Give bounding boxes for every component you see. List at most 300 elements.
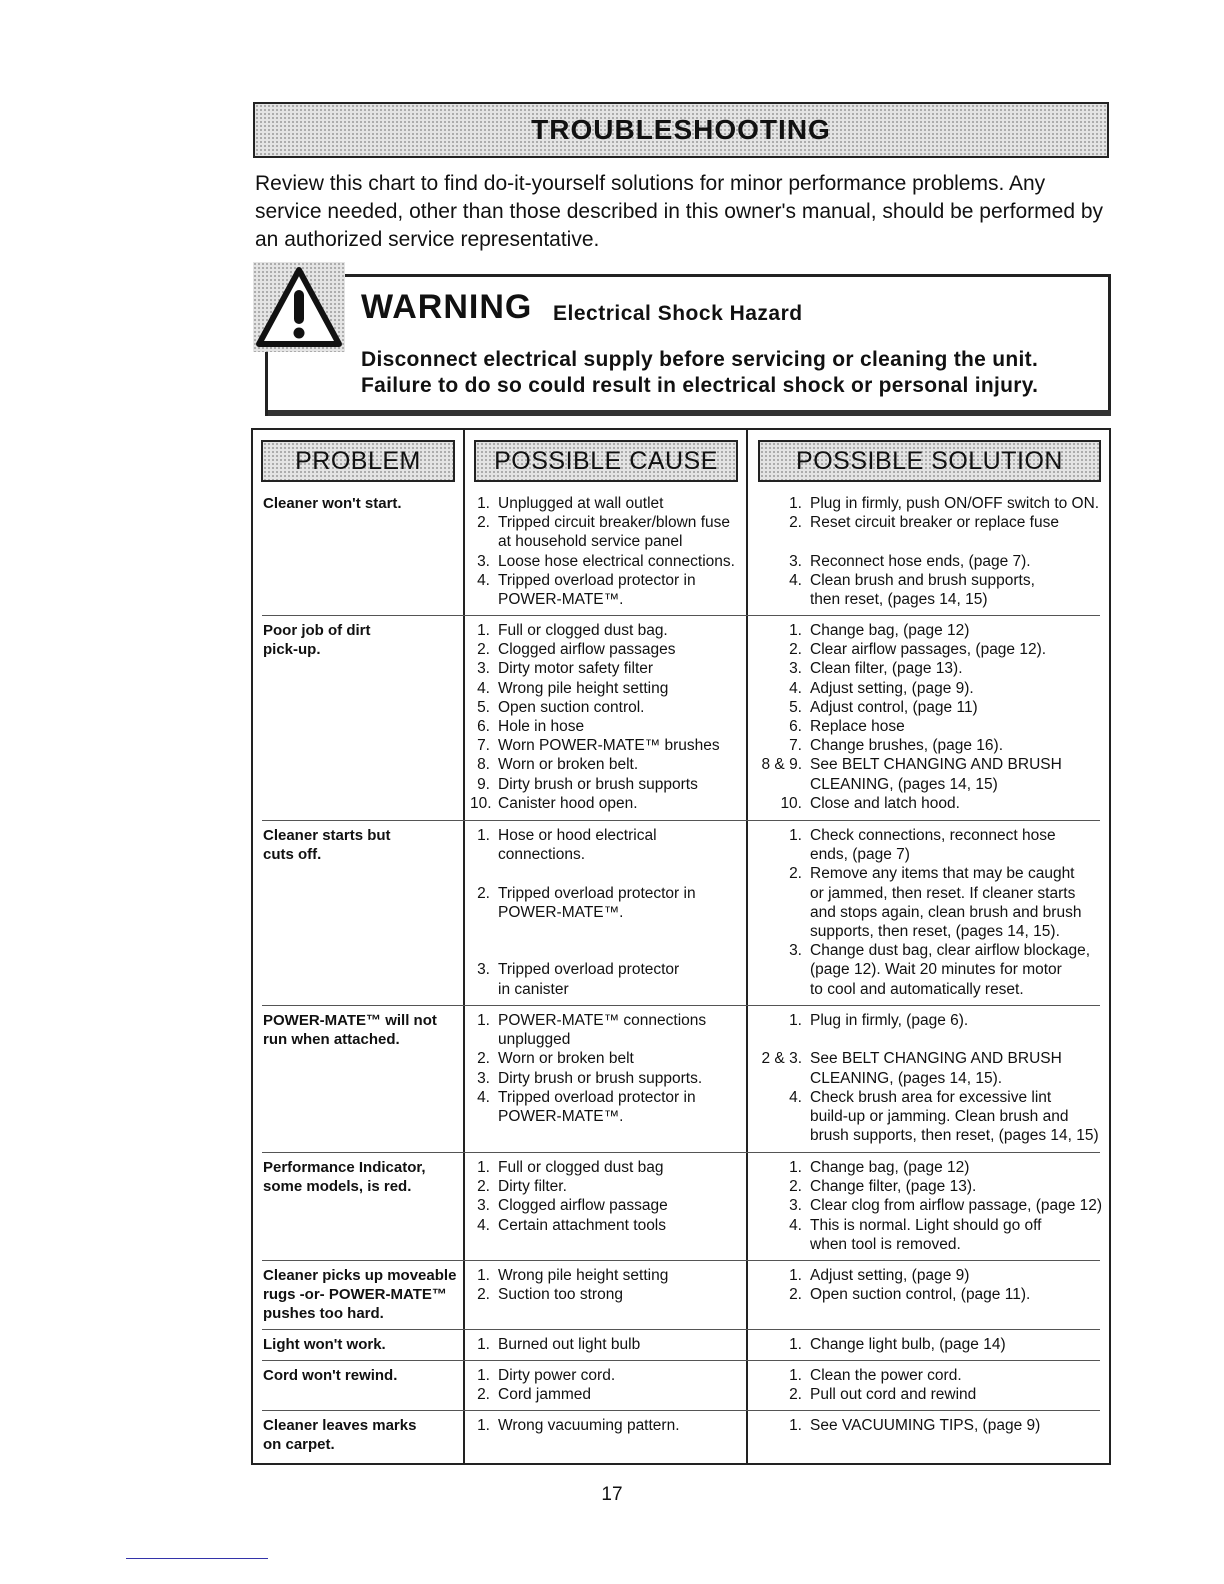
list-item [758, 1011, 1103, 1030]
item-text: Clean the power cord. [810, 1367, 962, 1384]
problem-cell [263, 494, 463, 513]
item-number: 1. [477, 1336, 490, 1353]
row-separator [262, 1005, 1100, 1006]
list-item [470, 1266, 742, 1285]
item-text: Change brushes, (page 16). [810, 737, 1004, 755]
problem-cell [263, 621, 463, 659]
item-number [758, 1107, 802, 1126]
list-item [470, 698, 742, 717]
problem-text: run when attached. [263, 1031, 400, 1049]
list-item [758, 698, 1103, 717]
item-text: POWER-MATE™. [498, 903, 624, 921]
item-number [470, 1030, 490, 1049]
problem-text: rugs -or- POWER-MATE™ [263, 1286, 447, 1304]
warning-box [253, 262, 1111, 416]
list-item [470, 960, 742, 979]
list-item [758, 1285, 1103, 1304]
list-item [758, 903, 1103, 922]
row-separator [262, 1260, 1100, 1261]
item-text: then reset, (pages 14, 15) [810, 591, 988, 608]
warning-right-rule [1108, 274, 1111, 416]
solution-cell [758, 621, 1103, 813]
list-item [758, 755, 1103, 774]
cause-cell [470, 621, 742, 813]
item-text: Cord jammed [498, 1386, 592, 1404]
warning-top-rule [343, 274, 1111, 277]
item-number: 1. [477, 827, 490, 844]
item-number: 4. [477, 679, 490, 697]
item-text: Wrong pile height setting [498, 679, 669, 697]
list-item [470, 775, 742, 794]
item-number: 3. [789, 660, 802, 678]
item-text: Loose hose electrical connections. [498, 552, 735, 570]
list-item [758, 1235, 1103, 1254]
item-text: Wrong pile height setting [498, 1267, 669, 1284]
warning-left-rule [265, 352, 268, 416]
problem-text: Poor job of dirt [263, 622, 371, 639]
item-number: 7. [477, 737, 490, 755]
item-text: Full or clogged dust bag [498, 1159, 664, 1176]
item-text: See BELT CHANGING AND BRUSH [810, 756, 1062, 774]
item-number: 1. [477, 1267, 490, 1284]
problem-cell [263, 1335, 463, 1354]
item-number: 2. [789, 865, 802, 883]
list-item [758, 1126, 1103, 1145]
cause-cell [470, 494, 742, 609]
problem-cell [263, 1366, 463, 1385]
item-number [758, 903, 802, 922]
warning-subheading: Electrical Shock Hazard [553, 302, 803, 325]
list-item [470, 1366, 742, 1385]
item-text: Dirty brush or brush supports. [498, 1069, 703, 1087]
list-item [758, 1088, 1103, 1107]
blank-line [758, 532, 1103, 551]
item-text: Dirty filter. [498, 1178, 567, 1196]
item-number: 4. [477, 1088, 490, 1106]
list-item [470, 590, 742, 609]
item-text: at household service panel [498, 533, 683, 551]
item-number: 1. [477, 495, 490, 512]
item-number: 2. [789, 641, 802, 659]
list-item [758, 1335, 1103, 1354]
list-item [470, 1158, 742, 1177]
list-item [758, 552, 1103, 571]
item-text: Tripped overload protector in [498, 884, 696, 902]
item-text: Open suction control, (page 11). [810, 1286, 1031, 1304]
list-item [470, 659, 742, 678]
item-text: Wrong vacuuming pattern. [498, 1417, 680, 1434]
problem-text: pushes too hard. [263, 1305, 384, 1323]
list-item [758, 621, 1103, 640]
item-number: 1. [789, 1159, 802, 1176]
solution-cell [758, 1416, 1103, 1435]
item-number: 3. [477, 961, 490, 979]
page-title: TROUBLESHOOTING [531, 114, 831, 145]
warning-bottom-rule [265, 410, 1111, 416]
cause-cell [470, 1011, 742, 1126]
problem-text: cuts off. [263, 846, 322, 864]
item-text: Change bag, (page 12) [810, 1159, 970, 1176]
item-text: Hose or hood electrical connections. [498, 827, 657, 864]
list-item [470, 980, 742, 999]
list-item [470, 1216, 742, 1235]
problem-cell [263, 1011, 463, 1049]
item-text: in canister [498, 980, 569, 998]
item-number: 10. [780, 794, 802, 812]
item-text: Unplugged at wall outlet [498, 495, 664, 512]
item-text: Check connections, reconnect hose [810, 827, 1056, 844]
item-text: Check brush area for excessive lint [810, 1088, 1052, 1106]
cause-cell [470, 1266, 742, 1304]
cause-cell [470, 826, 742, 999]
problem-text: Cleaner starts but [263, 827, 391, 844]
item-number: 4. [789, 1088, 802, 1106]
item-number: 2. [789, 1178, 802, 1196]
problem-text: Cleaner leaves marks [263, 1417, 417, 1434]
column-divider-1 [463, 428, 465, 1465]
item-number [758, 922, 802, 941]
item-text: Clogged airflow passages [498, 641, 676, 659]
item-number [758, 845, 802, 864]
list-item [758, 1158, 1103, 1177]
item-number [758, 884, 802, 903]
intro-paragraph: Review this chart to find do-it-yourself solutions for minor performance problems. Any service needed, other than those described in this owner's manual, should be performed by an authorized service representative. [255, 172, 1104, 251]
item-text: Plug in firmly, (page 6). [810, 1012, 969, 1029]
row-separator [262, 615, 1100, 616]
item-number: 1. [477, 1159, 490, 1176]
cause-cell [470, 1416, 742, 1435]
problem-text: on carpet. [263, 1436, 335, 1454]
header-possible-solution: POSSIBLE SOLUTION [758, 440, 1101, 482]
list-item [470, 679, 742, 698]
list-item [470, 1335, 742, 1354]
problem-text: Cleaner picks up moveable [263, 1267, 457, 1284]
list-item [758, 845, 1103, 864]
item-number: 1. [789, 622, 802, 639]
list-item [758, 494, 1103, 513]
problem-cell [263, 1266, 463, 1324]
item-text: Change light bulb, (page 14) [810, 1336, 1006, 1353]
footer-rule [126, 1558, 268, 1559]
list-item [758, 980, 1103, 999]
problem-cell [263, 826, 463, 864]
list-item [470, 717, 742, 736]
blank-line [758, 1030, 1103, 1049]
item-text: Adjust control, (page 11) [810, 698, 978, 716]
item-text: brush supports, then reset, (pages 14, 15) [810, 1127, 1099, 1145]
problem-text: Cleaner won't start. [263, 495, 402, 512]
item-text: Pull out cord and rewind [810, 1386, 977, 1404]
list-item [758, 736, 1103, 755]
item-number: 1. [789, 1267, 802, 1284]
header-problem: PROBLEM [261, 440, 455, 482]
list-item [758, 960, 1103, 979]
item-number: 2. [477, 1050, 490, 1068]
list-item [470, 826, 742, 864]
item-text: when tool is removed. [810, 1235, 961, 1253]
item-text: Certain attachment tools [498, 1216, 667, 1234]
item-text: Change bag, (page 12) [810, 622, 970, 639]
item-text: POWER-MATE™. [498, 1108, 624, 1126]
list-item [758, 864, 1103, 883]
problem-text: Light won't work. [263, 1336, 386, 1353]
item-number: 1. [477, 1417, 490, 1434]
item-number: 1. [789, 495, 802, 512]
item-text: Adjust setting, (page 9) [810, 1267, 970, 1284]
problem-text: Performance Indicator, [263, 1159, 426, 1176]
item-number: 5. [789, 698, 802, 716]
item-number: 3. [477, 1069, 490, 1087]
list-item [470, 1049, 742, 1068]
warning-triangle-exclamation-icon [253, 262, 345, 352]
list-item [758, 922, 1103, 941]
item-text: Worn or broken belt. [498, 756, 639, 774]
item-number: 5. [477, 698, 490, 716]
list-item [758, 1049, 1103, 1068]
item-text: Clear clog from airflow passage, (page 12) [810, 1197, 1103, 1215]
list-item [470, 1088, 742, 1107]
item-text: Worn POWER-MATE™ brushes [498, 737, 720, 755]
item-text: Remove any items that may be caught [810, 865, 1075, 883]
list-item [470, 794, 742, 813]
item-text: Full or clogged dust bag. [498, 622, 668, 639]
item-number: 2. [477, 641, 490, 659]
item-text: Clean brush and brush supports, [810, 571, 1035, 589]
list-item [470, 1385, 742, 1404]
item-text: Burned out light bulb [498, 1336, 641, 1353]
item-text: or jammed, then reset. If cleaner starts [810, 884, 1076, 902]
list-item [758, 571, 1103, 590]
item-number: 3. [789, 942, 802, 960]
list-item [470, 1011, 742, 1030]
item-number: 6. [477, 718, 490, 736]
problem-text: POWER-MATE™ will not [263, 1012, 437, 1029]
item-text: Change dust bag, clear airflow blockage, [810, 942, 1091, 960]
list-item [470, 755, 742, 774]
item-number: 7. [789, 737, 802, 755]
list-item [470, 1285, 742, 1304]
list-item [470, 903, 742, 922]
item-number [470, 903, 490, 922]
row-separator [262, 820, 1100, 821]
item-text: Change filter, (page 13). [810, 1178, 977, 1196]
warning-line-1: Disconnect electrical supply before servicing or cleaning the unit. [361, 348, 1039, 371]
item-number [758, 980, 802, 999]
list-item [758, 679, 1103, 698]
list-item [470, 532, 742, 551]
list-item [470, 1196, 742, 1215]
item-text: Adjust setting, (page 9). [810, 679, 974, 697]
list-item [758, 590, 1103, 609]
item-text: build-up or jamming. Clean brush and [810, 1108, 1069, 1125]
item-text: Tripped circuit breaker/blown fuse [498, 514, 731, 532]
list-item [758, 1107, 1103, 1126]
item-number: 10. [470, 794, 492, 812]
item-number: 2 & 3. [761, 1050, 802, 1068]
item-text: Suction too strong [498, 1286, 623, 1304]
solution-cell [758, 1266, 1103, 1304]
warning-heading: WARNING [361, 288, 533, 326]
row-separator [262, 1410, 1100, 1411]
item-number [758, 1126, 802, 1145]
item-text: Tripped overload protector [498, 961, 680, 979]
item-text: Tripped overload protector in [498, 571, 696, 589]
blank-line [470, 864, 742, 883]
item-text: Replace hose [810, 718, 905, 736]
item-number: 2. [477, 884, 490, 902]
item-text: supports, then reset, (pages 14, 15). [810, 923, 1060, 941]
item-text: See VACUUMING TIPS, (page 9) [810, 1417, 1041, 1434]
list-item [758, 826, 1103, 845]
item-text: Close and latch hood. [810, 794, 960, 812]
item-number: 3. [477, 660, 490, 678]
item-text: Clogged airflow passage [498, 1197, 668, 1215]
solution-cell [758, 494, 1103, 609]
item-text: (page 12). Wait 20 minutes for motor [810, 961, 1062, 979]
item-number: 8. [477, 756, 490, 774]
item-number: 2. [477, 1286, 490, 1304]
item-text: Reconnect hose ends, (page 7). [810, 552, 1031, 570]
problem-text: some models, is red. [263, 1178, 412, 1196]
title-banner [253, 102, 1109, 158]
item-text: See BELT CHANGING AND BRUSH [810, 1050, 1062, 1068]
solution-cell [758, 1366, 1103, 1404]
item-number [470, 1107, 490, 1126]
item-number [470, 532, 490, 551]
item-number [758, 960, 802, 979]
item-text: Dirty power cord. [498, 1367, 616, 1384]
solution-cell [758, 826, 1103, 999]
item-text: CLEANING, (pages 14, 15) [810, 775, 998, 793]
problem-cell [263, 1158, 463, 1196]
solution-cell [758, 1335, 1103, 1354]
list-item [470, 1030, 742, 1049]
list-item [470, 1416, 742, 1435]
problem-text: pick-up. [263, 641, 321, 659]
item-number: 1. [477, 1367, 490, 1384]
row-separator [262, 1329, 1100, 1330]
item-number: 3. [477, 552, 490, 570]
item-text: Open suction control. [498, 698, 645, 716]
item-number: 1. [789, 1417, 802, 1434]
list-item [470, 571, 742, 590]
list-item [470, 552, 742, 571]
blank-line [470, 922, 742, 941]
item-number [758, 1069, 802, 1088]
item-number: 1. [789, 1336, 802, 1353]
item-text: Plug in firmly, push ON/OFF switch to ON. [810, 495, 1100, 512]
item-number: 3. [789, 1197, 802, 1215]
list-item [758, 775, 1103, 794]
item-text: POWER-MATE™. [498, 591, 624, 609]
list-item [758, 1069, 1103, 1088]
list-item [470, 736, 742, 755]
list-item [758, 1416, 1103, 1435]
cause-cell [470, 1366, 742, 1404]
item-number: 9. [477, 775, 490, 793]
item-text: POWER-MATE™ connections [498, 1012, 707, 1029]
item-number: 1. [477, 1012, 490, 1029]
item-number: 8 & 9. [761, 756, 802, 774]
item-text: CLEANING, (pages 14, 15). [810, 1069, 1003, 1087]
item-number [758, 590, 802, 609]
list-item [758, 640, 1103, 659]
item-number: 2. [789, 514, 802, 532]
list-item [758, 1196, 1103, 1215]
list-item [758, 1385, 1103, 1404]
item-number: 1. [477, 622, 490, 639]
item-number: 2. [789, 1286, 802, 1304]
item-number: 4. [477, 1216, 490, 1234]
item-number [470, 590, 490, 609]
list-item [758, 659, 1103, 678]
list-item [758, 941, 1103, 960]
item-number: 4. [789, 1216, 802, 1234]
item-number: 2. [477, 1386, 490, 1404]
item-number: 4. [789, 571, 802, 589]
item-text: Hole in hose [498, 718, 585, 736]
list-item [758, 794, 1103, 813]
solution-cell [758, 1011, 1103, 1145]
column-divider-2 [746, 428, 748, 1465]
list-item [758, 513, 1103, 532]
item-number: 1. [789, 827, 802, 844]
item-text: Worn or broken belt [498, 1050, 634, 1068]
item-number: 3. [789, 552, 802, 570]
cause-cell [470, 1158, 742, 1235]
item-number: 6. [789, 718, 802, 736]
list-item [470, 513, 742, 532]
header-possible-cause: POSSIBLE CAUSE [474, 440, 738, 482]
list-item [758, 717, 1103, 736]
list-item [758, 884, 1103, 903]
warning-line-2: Failure to do so could result in electrical shock or personal injury. [361, 374, 1039, 397]
list-item [470, 1107, 742, 1126]
list-item [758, 1366, 1103, 1385]
list-item [470, 640, 742, 659]
item-text: and stops again, clean brush and brush [810, 903, 1082, 921]
item-text: Dirty motor safety filter [498, 660, 654, 678]
item-text: This is normal. Light should go off [810, 1216, 1042, 1234]
cause-cell [470, 1335, 742, 1354]
page-number: 17 [601, 1484, 623, 1505]
item-number: 2. [477, 1178, 490, 1196]
item-number: 1. [789, 1012, 802, 1029]
item-number: 2. [789, 1386, 802, 1404]
item-text: unplugged [498, 1031, 571, 1049]
item-text: Tripped overload protector in [498, 1088, 696, 1106]
list-item [758, 1266, 1103, 1285]
item-text: to cool and automatically reset. [810, 980, 1024, 998]
item-number: 3. [477, 1197, 490, 1215]
item-number [470, 980, 490, 999]
list-item [470, 621, 742, 640]
row-separator [262, 1360, 1100, 1361]
list-item [470, 884, 742, 903]
problem-cell [263, 1416, 463, 1454]
item-text: Canister hood open. [498, 794, 638, 812]
item-text: ends, (page 7) [810, 846, 910, 864]
solution-cell [758, 1158, 1103, 1254]
list-item [470, 1069, 742, 1088]
item-number: 4. [789, 679, 802, 697]
list-item [758, 1177, 1103, 1196]
item-number [758, 775, 802, 794]
item-text: Reset circuit breaker or replace fuse [810, 514, 1059, 532]
list-item [470, 1177, 742, 1196]
blank-line [470, 941, 742, 960]
item-number: 4. [477, 571, 490, 589]
